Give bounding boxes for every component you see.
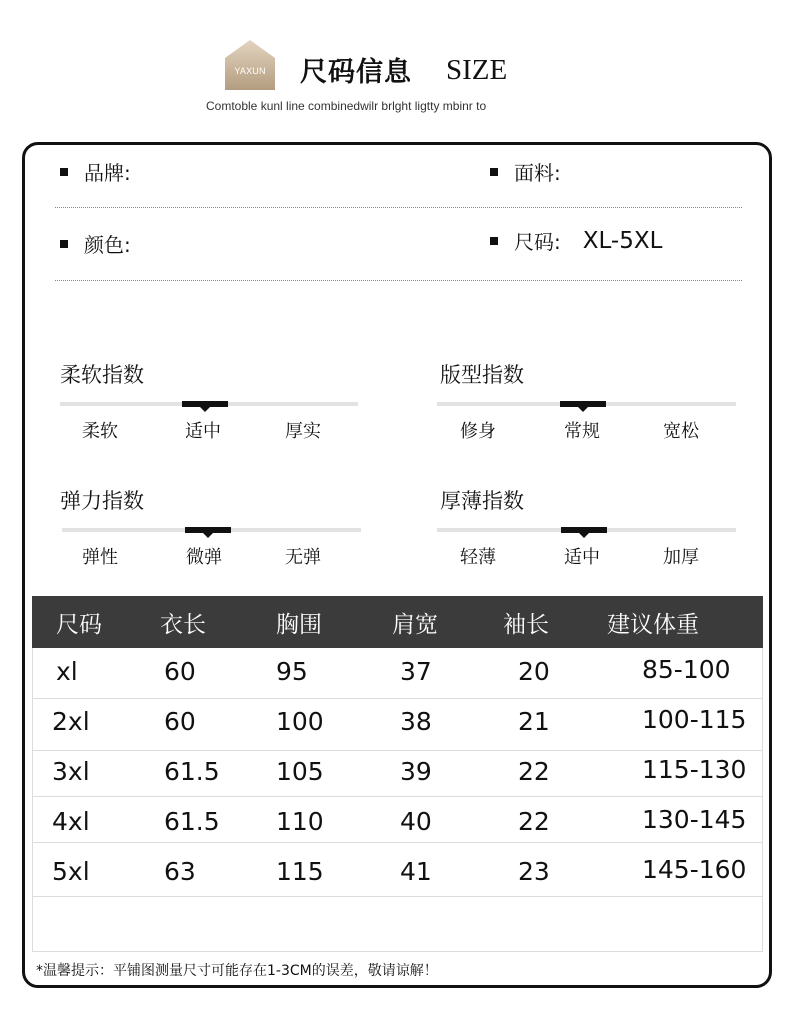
header-shoulder: 肩宽 [392, 612, 438, 638]
table-cell: 2xl [52, 707, 90, 736]
table-cell: xl [56, 657, 78, 686]
table-cell: 37 [400, 657, 432, 686]
table-cell: 95 [276, 657, 308, 686]
table-cell: 40 [400, 807, 432, 836]
row-divider [32, 698, 763, 699]
bullet-icon [60, 240, 68, 248]
row-divider [32, 951, 763, 952]
table-cell: 63 [164, 857, 196, 886]
page-title-en: SIZE [446, 54, 508, 86]
elasticity-option-2: 微弹 [186, 547, 222, 568]
brand-field [60, 157, 131, 186]
softness-option-2: 适中 [185, 421, 221, 442]
bullet-icon [60, 168, 68, 176]
table-cell: 115 [276, 857, 324, 886]
table-border-right [762, 648, 763, 952]
color-field [60, 229, 131, 258]
brand-logo [225, 40, 275, 90]
size-table-header [32, 596, 763, 648]
table-cell: 60 [164, 657, 196, 686]
brand-label: 品牌: [84, 161, 131, 185]
thickness-index-title: 厚薄指数 [440, 489, 524, 513]
thickness-option-3: 加厚 [663, 547, 699, 568]
elasticity-index-title: 弹力指数 [60, 489, 144, 513]
marker-notch-icon [200, 407, 210, 412]
table-cell: 61.5 [164, 807, 220, 836]
header-chest: 胸围 [276, 612, 322, 638]
table-cell: 105 [276, 757, 324, 786]
table-cell: 61.5 [164, 757, 220, 786]
bullet-icon [490, 168, 498, 176]
row-divider [32, 750, 763, 751]
table-cell: 130-145 [642, 805, 747, 834]
table-cell: 115-130 [642, 755, 747, 784]
fabric-field [490, 157, 561, 186]
size-label: 尺码: [514, 230, 561, 254]
table-cell: 21 [518, 707, 550, 736]
table-cell: 23 [518, 857, 550, 886]
fit-option-1: 修身 [460, 421, 496, 442]
size-range-value: XL-5XL [582, 227, 663, 254]
table-cell: 38 [400, 707, 432, 736]
table-cell: 41 [400, 857, 432, 886]
fabric-label: 面料: [514, 161, 561, 185]
elasticity-option-1: 弹性 [82, 547, 118, 568]
fit-option-2: 常规 [564, 421, 600, 442]
table-cell: 3xl [52, 757, 90, 786]
table-cell: 20 [518, 657, 550, 686]
row-divider [32, 842, 763, 843]
table-cell: 110 [276, 807, 324, 836]
divider [55, 207, 742, 208]
table-cell: 22 [518, 807, 550, 836]
fit-option-3: 宽松 [663, 421, 699, 442]
size-field [490, 226, 662, 255]
table-cell: 39 [400, 757, 432, 786]
table-border-left [32, 648, 33, 952]
thickness-option-2: 适中 [564, 547, 600, 568]
marker-notch-icon [579, 533, 589, 538]
measurement-note: *温馨提示：平铺图测量尺寸可能存在1-3CM的误差，敬请谅解！ [36, 963, 438, 979]
table-cell: 60 [164, 707, 196, 736]
marker-notch-icon [203, 533, 213, 538]
page-subtitle: Comtoble kunl line combinedwilr brlght ligtty mbinr to [206, 99, 487, 113]
logo-text: YAXUN [234, 66, 266, 76]
row-divider [32, 796, 763, 797]
table-cell: 22 [518, 757, 550, 786]
elasticity-option-3: 无弹 [285, 547, 321, 568]
row-divider [32, 896, 763, 897]
softness-option-3: 厚实 [285, 421, 321, 442]
header-length: 衣长 [160, 612, 206, 638]
header-sleeve: 袖长 [503, 612, 549, 638]
page-title-cn: 尺码信息 [300, 57, 412, 88]
marker-notch-icon [578, 407, 588, 412]
table-cell: 145-160 [642, 855, 747, 884]
table-cell: 85-100 [642, 655, 731, 684]
softness-option-1: 柔软 [82, 421, 118, 442]
table-cell: 100 [276, 707, 324, 736]
color-label: 颜色: [84, 233, 131, 257]
thickness-option-1: 轻薄 [460, 547, 496, 568]
bullet-icon [490, 237, 498, 245]
header-size: 尺码 [56, 612, 102, 638]
fit-index-title: 版型指数 [440, 363, 524, 387]
table-cell: 5xl [52, 857, 90, 886]
table-cell: 4xl [52, 807, 90, 836]
logo-house-icon [225, 40, 275, 90]
softness-index-title: 柔软指数 [60, 363, 144, 387]
table-cell: 100-115 [642, 705, 747, 734]
divider [55, 280, 742, 281]
header-weight: 建议体重 [607, 612, 699, 638]
